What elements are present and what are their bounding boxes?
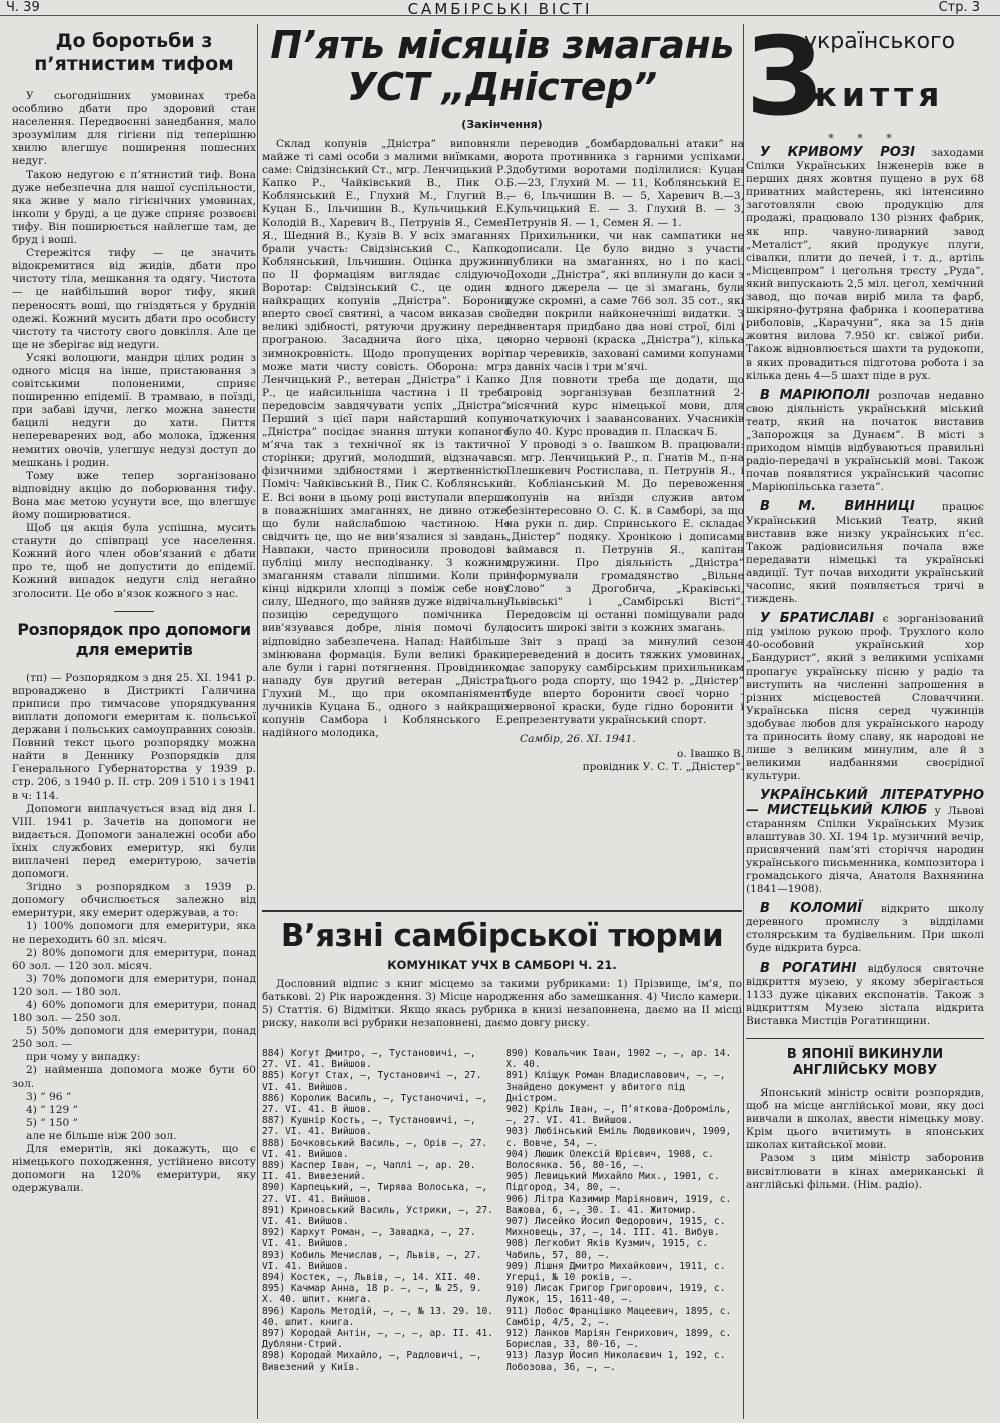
paragraph: 3) ” 96 ” (26, 1090, 72, 1103)
paragraph: Для емеритів, які докажуть, що є німецького походження, устійнено висоту допомоги на 120% емеритури, яку одержували. (12, 1143, 256, 1195)
title-top: українського (804, 29, 956, 54)
news-lead: В МАРІЮПОЛІ (760, 387, 870, 403)
prisoners-intro: Дословний відпис з книг місцемо за такими рубриками: 1) Прізвище, ім’я, по батькові. 2) Рік нарождення. 3) Місце народження або замешкання. 4) Число камери. 5) Статтія. 6) Відмітки. Якщо якась рубрика в книзі незаповнена, даємо на II місці риску, наколи всі рубрики незаповнені, даємо довгу риску. (262, 978, 742, 1029)
signature-role: провідник У. С. Т. „Дністер”. (582, 761, 744, 774)
prisoner-entry: 897) Кородай Антін, —, —, —, ар. II. 41. Дубляни-Стрий. (262, 1328, 494, 1351)
paragraph: переводив „бомбардовальні атаки” на ворота противника з гарними успіхами. Здобутими воротами поділилися: Куцан Б.—23, Глухий М. — 11, Коблянський Е. — 6, Ільчишин В. — 5, Харевич В.—3, Кульчицький Е. — 3. Глухий В. — 3, Петрунів Я. — 1, Семен Я. — 1. (506, 138, 744, 229)
paragraph: Японський міністр освіти розпорядив, щоб на місце англійської мови, яку досі вивчали в школах, ввести німецьку мову. Крім цього вчитимуть в японських школах китайської мови. (746, 1087, 984, 1152)
separator: * * * (828, 132, 902, 145)
paragraph: але не більше ніж 200 зол. (26, 1129, 177, 1142)
prisoner-entry: 890) Карпецький, —, Тирява Волоська, —, 27. VI. 41. Вийшов. (262, 1182, 488, 1205)
pensions-article (12, 672, 256, 1196)
paragraph: Такою недугою є п’ятнистий тиф. Вона дуже небезпечна для нашої суспільности, яка живе у мало гігієнічних умовинах, інколи у бруді, а це дуже сприяє розвоєві тифу. Він поширюється найлегше там, де бруд і воші. (12, 168, 256, 247)
prisoners-subtitle: КОМУНІКАТ УЧХ В САМБОРІ Ч. 21. (387, 958, 617, 972)
prisoner-entry: 904) Люшик Олексій Юрієвич, 1908, с. Волосянка. 56, 80-16, —. (506, 1148, 714, 1172)
paragraph: У проводі з о. Івашком В. працювали: п. мгр. Ленчицький Р., п. Гнатів М., п-на Плешкевич Ростислава, п. Петрунів Я., і п. Кобліанський М. До перевоження копунів на виїзди служив автом безінтересовно О. С. К. в Самборі, за що на руки п. дир. Спринського Е. складає „Дністер” подяку. Хронікою і дописами займався п. Петрунів Я., капітан дружини. Про діяльність „Дністра” інформували громадянство „Вільне Слово” з Дрогобича, „Краківські, Львівські” і „Самбірські Вісті”. Передовсім ці останні поміщували радо досить широкі звіти з кожних змагань. (506, 439, 744, 635)
prisoner-entry: 892) Кархут Роман, —, Завадка, —, 27. VI. 41. Вийшов. (262, 1227, 476, 1250)
prisoner-entry: 893) Кобиль Мечислав, —, Львів, —, 27. VI. 41. Вийшов. (262, 1249, 482, 1272)
dateline: Самбір, 26. XI. 1941. (520, 733, 636, 746)
prisoner-entry: 913) Лазур Йосип Николаєвич 1, 192, с. Лобозова, 36, —, —. (506, 1350, 726, 1373)
paragraph: 4) ” 129 ” (26, 1103, 79, 1116)
paragraph: 1) 100% допомоги для емеритури, яка не переходить 60 зл. місяч. (12, 920, 256, 946)
ukrainian-life-column (746, 24, 984, 1419)
prisoner-entry: 910) Лисак Григор Григорович, 1919, с. Лужок, 15, 1611-40, —. (506, 1283, 726, 1306)
sport-headline-line: УСТ „Дністер” (347, 65, 657, 109)
paragraph: Звіт з праці за минулий сезон переведений в досить тяжких умовинах, дає запоруку самбірським прихильникам цього рода спорту, що 1942 р. „Дністер” буде вперто боронити своєї чорно - червоної краски, буде гідно боронити і репрезентувати український спорт. (506, 635, 744, 727)
paragraph: при чому у випадку: (26, 1051, 141, 1064)
news-text: відкрито школу деревного промислу з відділами столярським та будівельним. При школі буде відкрита бурса. (746, 903, 984, 955)
paragraph: Усякі волоцюги, мандри цілих родин з одного місця на інше, пристаювання з совітськими полоненими, сприяє поширенню епідемії. В трамваю, в поїзді, при забаві ідучи, легко можна занести бацилі недуги до хати. Пиття непереварених вод, або молока, їдження немитих овочів, улегшує недузі доступ до мешкань і родин. (12, 351, 256, 469)
prisoner-entry: 890) Ковальчик Іван, 1902 —, —, ар. 14. X. 40. (506, 1048, 732, 1071)
prisoner-entry: 887) Кушнір Кость, —, Тустановичі, —, 27. VI. 41. Вийшов. (262, 1115, 476, 1138)
section-divider (262, 910, 742, 912)
news-lead: У БРАТИСЛАВІ (760, 611, 875, 627)
masthead (0, 0, 1000, 16)
prisoner-list-left (262, 1048, 498, 1416)
news-text: відбулося святочне відкриття музею, у якому зберігається 1133 дуже цікавих експонатів. Також з відкриттям Музею зістала відкрита Виставка Мистців Рогатинщини. (746, 962, 984, 1027)
news-lead: УКРАЇНСЬКИЙ ЛІТЕРАТУРНО — МИСТЕЦЬКИЙ КЛЮБ (746, 788, 984, 818)
paragraph: Разом з цим міністр заборонив висвітлювати в кінах американські й англійські фільми. (Нім. радіо). (746, 1152, 984, 1191)
paper-name: САМБІРСЬКІ ВІСТІ (407, 0, 593, 18)
paragraph: Прихильники, чи нак сампатики не дописали. Це було видно з участи публики на змаганнях, но і по касі. Доходи „Дністра”, які вплинули до каси з одного джерела — це зі змагань, були дуже скромні, а саме 766 зол. 35 сот., які ледви покрили найконечніші видатки. З інвентаря придбано два нові строї, білі і чорно червоні (краска „Дністра”), кілька пар черевиків, заховані самими копунами з давніх часів і три м’ячі. (506, 229, 744, 373)
sport-headline-line: П’ять місяців змагань (270, 23, 734, 67)
sport-column-right (506, 24, 744, 836)
paragraph: Згідно з розпорядком з 1939 р. допомогу обчислюється залежно від емеритури, яку емерит одержував, а то: (12, 881, 256, 920)
paragraph: 4) 60% допомоги для емеритури, понад 180 зол. — 250 зол. (12, 999, 256, 1025)
prisoner-entry: 908) Легкобит Яків Кузмич, 1915, с. Чабиль, 57, 80, —. (506, 1238, 709, 1261)
news-item (746, 146, 984, 383)
news-text: працює Український Міський Театр, який виставив вже низку українських пʼєс. Також радіовисильня почала вже передавати німецькі та українські авдиції. Тут почав виходити український часопис, який появляється тричі в тиждень. (746, 501, 984, 606)
news-item (746, 500, 984, 606)
prisoner-list-right (506, 1048, 742, 1416)
column-rule (257, 24, 258, 1419)
paragraph: Тому вже тепер зорганізовано відповідну акцію до поборювання тифу. Вона має метою усунути все, що влегшує йому поширюватися. (12, 469, 256, 521)
news-text: розпочав недавно свою діяльність український міський театр, який на початок виставив „Запорожця за Дунаєм”. В місті з приходом німців відбуваються правильні радіо-передачі в українській мові. Також почав появлятися український часопис „Маріюпільська газета”. (746, 389, 984, 494)
news-lead: В М. ВИННИЦІ (760, 499, 915, 515)
pensions-title: Розпорядок про допомоги для емеритів (17, 619, 251, 659)
signature: о. Івашко В. (677, 748, 744, 761)
title-bottom: життя (804, 75, 945, 114)
prisoner-entry: 885) Когут Стах, —, Тустановичі —, 27. VI. 41. Вийшов. (262, 1070, 482, 1093)
news-item (746, 389, 984, 495)
news-text: є зорганізований під умілою рукою проф. Трухлого коло 40-особовий український хор „Бандурист”, який з великими успіхами пропагує українську пісню у радіо та виступить на численні запрошення в різних місцевостей Словаччини. Українська пісня серед чужинців здобуває любов для українського народу та приносить йому славу, як народові не лише з великим минулим, але й з великими надбаннями своєрідної культури. (746, 613, 984, 783)
paragraph: 2) найменша допомога може бути 60 зол. (12, 1064, 256, 1090)
prisoner-entry: 905) Левицький Михайло Мих., 1901, с. Підгород, 34, 80, —. (506, 1171, 720, 1194)
prisoner-entry: 896) Кароль Методій, —, —, № 13. 29. 10. 40. шпит. книга. (262, 1305, 494, 1328)
prisoner-entry: 906) Літра Казимир Маріянович, 1919, с. Важова, 6, —, 30. I. 41. Житомир. (506, 1193, 732, 1216)
section-divider (746, 1038, 984, 1039)
prisoner-entry: 889) Каспер Іван, —, Чаплі —, ар. 20. II. 41. Вивезений. (262, 1160, 476, 1183)
prisoner-entry: 903) Любінський Еміль Людвикович, 1909, с. Вовче, 54, —. (506, 1126, 732, 1149)
title-initial: З (746, 24, 823, 140)
section-divider (114, 611, 154, 612)
news-lead: У КРИВОМУ РОЗІ (760, 145, 915, 160)
prisoner-entry: 891) Кліщук Роман Владиславович, —, —, Знайдено документ у вбитого під Дністром. (506, 1070, 726, 1104)
prisoner-entry: 912) Ланков Маріян Генрихович, 1899, с. Борислав, 33, 80-16, —. (506, 1328, 732, 1351)
paragraph: У сьогоднішних умовинах треба особливо дбати про здоровий стан населення. Передвоєнні занедбання, мало зрозумілим для гігієни під теперішню хвилю влегшує поширення пошесних недуг. (12, 90, 256, 168)
prisoner-entry: 907) Лисейко Йосип Федорович, 1915, с. Михновець, 37, —, 14. III. 41. Вибув. (506, 1216, 726, 1239)
paragraph: 3) 70% допомоги для емеритури, понад 120 зол. — 180 зол. (12, 972, 256, 998)
continuation-note: (Закінчення) (461, 118, 543, 131)
typhus-title: До боротьби з п’ятнистим тифом (34, 30, 234, 75)
prisoner-entry: 888) Бочковський Василь, —, Орів —, 27. VI. 41. Вийшов. (262, 1137, 488, 1160)
prisoner-entry: 891) Криновський Василь, Устрики, —, 27. VI. 41. Вийшов. (262, 1204, 494, 1228)
paragraph: 2) 80% допомоги для емеритури, понад 60 зол. — 120 зол. місяч. (12, 946, 256, 972)
left-column (12, 24, 256, 1419)
news-text: у Львові старанням Спілки Українських Музик влаштував 30. XI. 194 1р. музичний вечір, присвячений памʼяті сторіччя народин українського письменника, композитора і громадського діяча, Анатоля Вахнянина (1841—1908). (746, 804, 984, 896)
news-lead: В РОГАТИНІ (760, 960, 857, 976)
news-lead: В КОЛОМИЇ (760, 901, 863, 917)
news-list (746, 146, 984, 1028)
prisoner-entry: 902) Крiль Іван, —, Пʼяткова-Доброміль, —, 27. VI. 41. Вийшов. (506, 1104, 732, 1127)
prisoner-entry: 911) Лобос Францішко Мацеевич, 1895, с. Самбір, 4/5, 2, —. (506, 1305, 732, 1328)
japan-title: В ЯПОНІЇ ВИКИНУЛИ АНГЛІЙСЬКУ МОВУ (786, 1047, 944, 1078)
news-text: заходами Спілки Українських Інженерів вже в перших днях жовтня пущено в рух 68 приватних майстерень, які інтенсивно заготовляли свою продукцію для продажі, працювало 130 різних фабрик, як нпр. чавуно-ливарний завод „Металіст”, який продукує плуги, сівалки, плити до печей, і т. д., артіль „Місцевпром” і цегольня трєсту „Руда”, який випускають 2,5 міл. цегол, хемічний завод, що почав виріб мила та фарб, шкіряно-футряна фабрика і кооператива риболовів, „Карачуни”, яка за 15 днів жовтня вилова 7.950 кг. свіжої риби. Також відновлюється шахти та рудокопи, в яких провадиться підготова робота і за кілька день 4—5 шахт піде в рух. (746, 147, 984, 382)
paragraph: Щоб ця акція була успішна, мусить станути до співпраці усе населення. Кожний його член обов’язаний є дбати про те, щоб не допустити до епідемії. Кожний випадок недуги слід негайно зголосити. Це обо в’язок кожного з нас. (12, 522, 256, 600)
paragraph: 5) 50% допомоги для емеритури, понад 250 зол. — (12, 1025, 256, 1051)
prisoner-entry: 886) Королик Василь, —, Тустаночичі, —, 27. VI. 41. В йшов. (262, 1092, 488, 1116)
paragraph: 5) ” 150 ” (26, 1116, 79, 1129)
page-label: Стр. 3 (938, 0, 980, 15)
news-item (746, 789, 984, 896)
prisoner-entry: 884) Когут Дмитро, —, Тустановичі, —, 27. VI. 41. Вийшов. (262, 1048, 476, 1071)
prisoners-title: В’язні самбірської тюрми (280, 918, 724, 954)
prisoner-entry: 894) Костек, —, Львів, —, 14. XII. 40. 895) Качмар Анна, 18 р. —, —, № 25, 9. X. 40. шпит. книга. (262, 1272, 482, 1306)
paragraph: (тп) — Розпорядком з дня 25. XI. 1941 р. впроваджено в Дистрикті Галичина приписи про тимчасове упорядкування виплати допомоги емеритам к. польської держави і польських самоуправних союзів. Повний текст цього розпорядку можна найти в Деннику Розпорядків для Генерального Губернаторства у 1939 р. стр. 206, з 1940 р. II. стр. 209 і 510 і з 1941 в ч: 114. (12, 671, 256, 802)
paragraph: Стережітся тифу — це значить відокремитися від жидів, дбати про чистоту тіла, мешкання та одягу. Чистота — це найбільший ворог тифу, який переносять воші, що гніздяться у брудній одежі. Кожний мусить дбати про особисту чистоту та чистоту свого довкілля. Але це ще не зберігає від недуги. (12, 247, 256, 351)
paragraph: Допомоги виплачується взад від дня I. VIII. 1941 р. Зачетів на допомоги не видається. Допомоги заналежні особи або їхніх службових емеритур, які були виплачені перед емеритурою, зачетів допомоги. (12, 802, 256, 881)
news-item (746, 612, 984, 783)
issue-number: Ч. 39 (6, 0, 40, 15)
typhus-article (12, 90, 256, 601)
sport-column-left (262, 24, 510, 836)
news-item (746, 902, 984, 955)
paragraph: Для повноти треба ще додати, що провід зорганізував безплатний 2-місячний курс німецької мови, для початкуючих і заавансованих. Учасників було 40. Курс провадив п. Пласкач Б. (506, 373, 744, 439)
prisoner-entry: 909) Лішня Дмитро Михайкович, 1911, с. Угерці, № 10 років, —. (506, 1260, 726, 1284)
paragraph: Склад копунів „Дністра” виповняли майже ті самі особи з малими виїмками, а саме: Свідзінський Ст., мгр. Ленчицький Р., Капко Р., Чайківський В., Пик О., Коблянський Е., Глухий М., Глугий В., Куцан Б., Ільчишин В., Кульчицький Е., Колодій В., Харевич В., Петрунів Я., Семен Я., Шедний В., Кузів В. У всіх змаганнях брали участь: Свідзінський С., Капко, Коблянський, Ільчишин. Оцінка дружини по II формаціям виглядає слідуючо: Воротар: Свідзінський С., це один з найкращих копунів „Дністра”. Боронив вперто своєї святині, а часом виказав свої великі здібності, рятуючи дружину перед програною. Засадничa його ціха, це зимнокровність. Щодо пропущених воріт може мати чисту совість. Оборона: мгр. Ленчицький Р., ветеран „Дністра” і Капко Р., це найсильніша частина і II треба передовсім завдячувати успіх „Дністра”. Перший з цієї пари найстарший копун „Дністра” посідає знання штуки копаного м’яча так з технічної як із тактичної сторінки; другий, молодший, відзначався фізичними здібностями і жертвенністю. Поміч: Чайківський В., Пик С. Коблянський Е. Всі вони в цьому році виступали вперше в поважніших змаганнях, не дивно отже, що були найслабшою частиною. Не свідчить це, що не вив’язалися зі завдань. Навпаки, часто приносили проводові і публіці милу несподіванку. З кожним змаганням ставали ліпшими. Коли при кінці відкрили хлопці з поміж себе нову силу, Шедного, що зайняв дуже відвічальну позицію середущого помічника і вив’язувався добре, лінія помочі була відповідно забезпечена. Напад: Найбільше змінювана формація. Були великі браки, але були і гарні потягнення. Провідником нападу був другий ветеран „Дністра” Глухий М., що при окомпаніяменті лучників Куцана Б., одного з найкращих копунів Самбора і Коблянського Е., надійного молодика, (262, 138, 510, 740)
prisoner-entry: 898) Кородай Михайло, —, Радловичі, —, Вивезений у Київ. (262, 1350, 482, 1373)
news-item (746, 962, 984, 1028)
